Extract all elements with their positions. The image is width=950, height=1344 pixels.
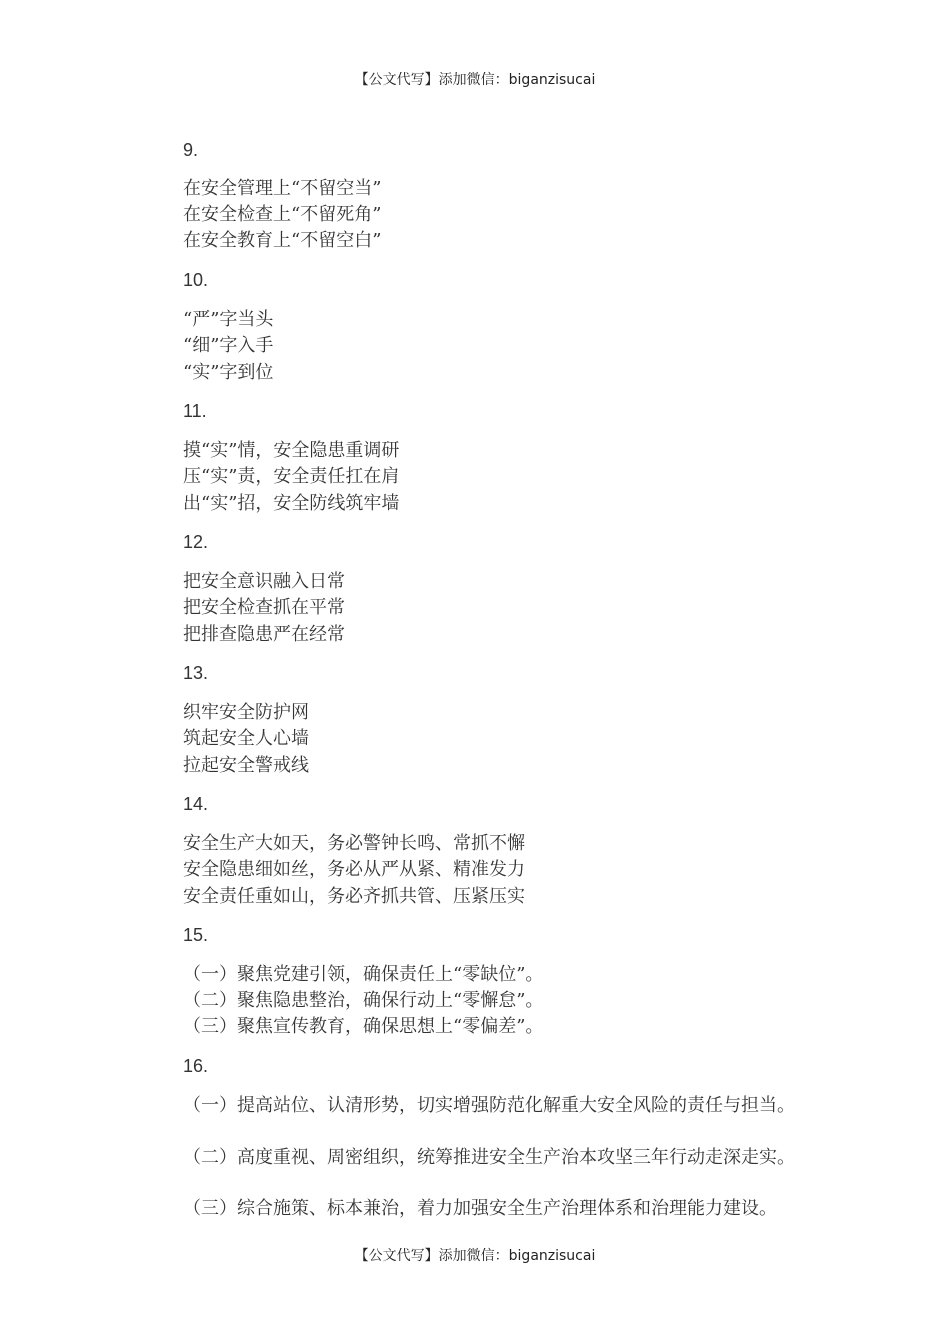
section-number: 15. bbox=[183, 925, 209, 945]
section-number: 14. bbox=[183, 794, 209, 814]
paragraph: （一）提高站位、认清形势，切实增强防范化解重大安全风险的责任与担当。 bbox=[183, 1095, 795, 1116]
section-number: 16. bbox=[183, 1056, 209, 1076]
text-line: 筑起安全人心墙 bbox=[183, 728, 309, 749]
section-number: 9. bbox=[183, 140, 199, 160]
text-line: 在安全检查上“不留死角” bbox=[183, 204, 382, 225]
text-line: 织牢安全防护网 bbox=[183, 702, 309, 723]
section-number: 10. bbox=[183, 270, 209, 290]
text-line: “实”字到位 bbox=[183, 362, 274, 383]
text-line: （一）聚焦党建引领，确保责任上“零缺位”。 bbox=[183, 964, 544, 985]
text-line: （二）聚焦隐患整治，确保行动上“零懈怠”。 bbox=[183, 990, 544, 1011]
section-number: 13. bbox=[183, 663, 209, 683]
text-line: “严”字当头 bbox=[183, 309, 274, 330]
text-line: “细”字入手 bbox=[183, 335, 274, 356]
text-line: 安全责任重如山，务必齐抓共管、压紧压实 bbox=[183, 886, 525, 907]
text-line: 把安全意识融入日常 bbox=[183, 571, 345, 592]
text-line: 把排查隐患严在经常 bbox=[183, 624, 345, 645]
paragraph: （二）高度重视、周密组织，统筹推进安全生产治本攻坚三年行动走深走实。 bbox=[183, 1147, 795, 1168]
section-number: 11. bbox=[183, 401, 207, 421]
text-line: 安全隐患细如丝，务必从严从紧、精准发力 bbox=[183, 859, 525, 880]
page-header: 【公文代写】添加微信：biganzisucai bbox=[354, 72, 596, 88]
text-line: 摸“实”情，安全隐患重调研 bbox=[183, 440, 400, 461]
text-line: 在安全管理上“不留空当” bbox=[183, 178, 382, 199]
text-line: 拉起安全警戒线 bbox=[183, 755, 309, 776]
text-line: 出“实”招，安全防线筑牢墙 bbox=[183, 493, 400, 514]
text-line: 压“实”责，安全责任扛在肩 bbox=[183, 466, 400, 487]
text-line: 安全生产大如天，务必警钟长鸣、常抓不懈 bbox=[183, 833, 525, 854]
section-number: 12. bbox=[183, 532, 209, 552]
text-line: （三）聚焦宣传教育，确保思想上“零偏差”。 bbox=[183, 1016, 544, 1037]
text-line: 把安全检查抓在平常 bbox=[183, 597, 345, 618]
paragraph: （三）综合施策、标本兼治，着力加强安全生产治理体系和治理能力建设。 bbox=[183, 1198, 777, 1219]
text-line: 在安全教育上“不留空白” bbox=[183, 230, 382, 251]
page-footer: 【公文代写】添加微信：biganzisucai bbox=[354, 1248, 596, 1264]
